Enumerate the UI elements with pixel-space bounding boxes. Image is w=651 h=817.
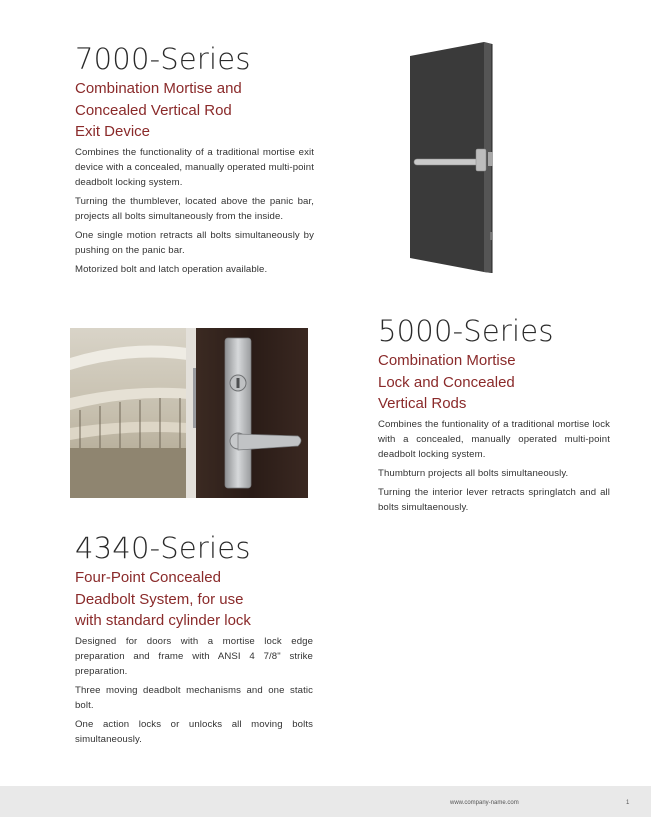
description-paragraph: Motorized bolt and latch operation available.: [75, 263, 268, 275]
description-paragraph: Turning the interior lever retracts springlatch and all bolts simultaenously.: [378, 486, 610, 513]
description-paragraph: One action locks or unlocks all moving bolts simultaneously.: [75, 718, 313, 745]
description-paragraph: Designed for doors with a mortise lock edge preparation and frame with ANSI 4 7/8" strike preparation.: [75, 635, 313, 677]
subtitle-line: Combination Mortise and: [75, 80, 242, 97]
description-paragraph: Three moving deadbolt mechanisms and one static bolt.: [75, 684, 313, 711]
subtitle-line: with standard cylinder lock: [75, 612, 251, 629]
lock-escutcheon: [225, 338, 251, 488]
subtitle-line: Concealed Vertical Rod: [75, 101, 232, 119]
subtitle-line: Combination Mortise: [378, 352, 516, 369]
subtitle-line: Deadbolt System, for use: [75, 590, 244, 608]
page-number: 1: [626, 800, 630, 806]
subtitle-line: Lock and Concealed: [378, 373, 515, 391]
section-5000-series: [378, 314, 610, 519]
mortise-lock-photo: [70, 328, 308, 498]
section-7000-series: [75, 42, 314, 281]
subtitle-line: Four-Point Concealed: [75, 569, 221, 586]
series-subtitle-5000: [378, 350, 610, 415]
series-subtitle-7000: [75, 78, 314, 143]
series-subtitle-4340: [75, 567, 313, 632]
description-paragraph: Combines the functionality of a traditional mortise exit device with a concealed, manually operated multi-point deadbolt locking system.: [75, 146, 314, 188]
series-title-5000: 5000-Series: [378, 314, 554, 348]
section-4340-series: [75, 531, 313, 751]
description-paragraph: Turning the thumblever, located above the panic bar, projects all bolts simultaneously from the inside.: [75, 195, 314, 222]
description-paragraph: Combines the funtionality of a traditional mortise lock with a concealed, manually operated multi-point deadbolt locking system.: [378, 418, 610, 460]
subtitle-line: Vertical Rods: [378, 395, 467, 412]
door-exit-device-image: [404, 40, 504, 275]
subtitle-line: Exit Device: [75, 123, 151, 140]
footer-url[interactable]: www.company-name.com: [450, 800, 519, 806]
series-title-4340: 4340-Series: [75, 531, 251, 565]
series-title-7000: 7000-Series: [75, 42, 251, 76]
panic-bar: [414, 159, 484, 165]
description-paragraph: Thumbturn projects all bolts simultaneously.: [378, 467, 569, 479]
page-footer: [0, 786, 651, 817]
description-paragraph: One single motion retracts all bolts simultaneously by pushing on the panic bar.: [75, 229, 314, 256]
